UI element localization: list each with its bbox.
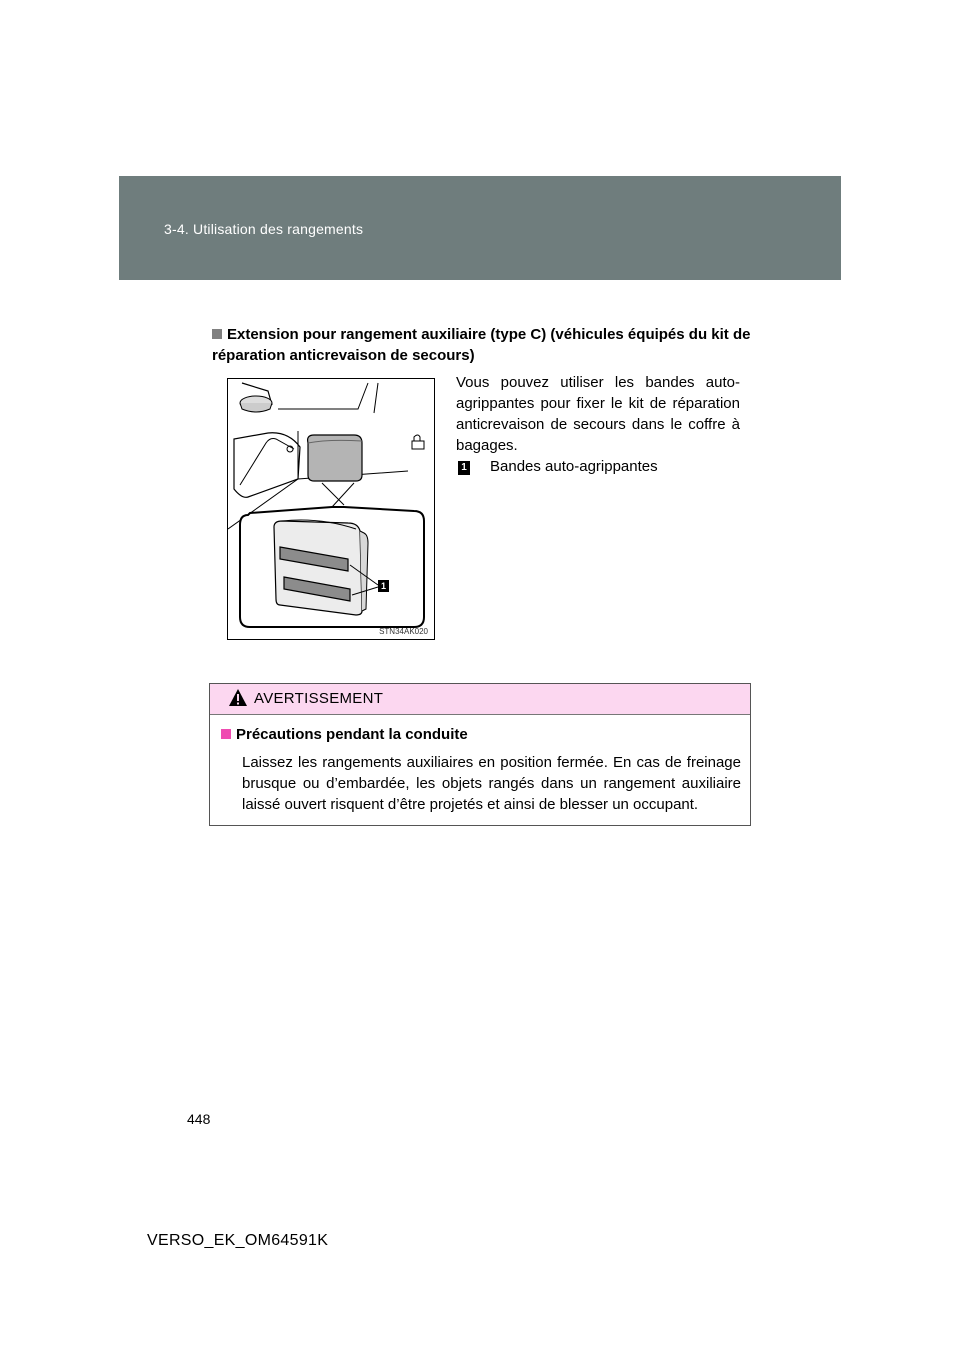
warning-box	[209, 683, 751, 826]
warning-text: Laissez les rangements auxiliaires en position fermée. En cas de freinage brusque ou d’embardée, les objets rangés dans un rangement auxiliaire laissé ouvert risquent d’être projetés et ainsi de blesser un occupant.	[242, 754, 741, 813]
section-title: 3-4. Utilisation des rangements	[164, 221, 364, 237]
legend-label: Bandes auto-agrippantes	[490, 458, 658, 475]
warning-header	[210, 684, 750, 715]
figure-code: STN34AK020	[379, 627, 428, 636]
figure-callout-1: 1	[378, 580, 389, 592]
document-code: VERSO_EK_OM64591K	[147, 1232, 329, 1249]
warning-subheading-text: Précautions pendant la conduite	[236, 726, 468, 743]
square-bullet-icon	[221, 729, 231, 739]
section-heading-text: Extension pour rangement auxiliaire (type C) (véhicules équipés du kit de réparation anticrevaison de secours)	[212, 326, 751, 364]
square-bullet-icon	[212, 329, 222, 339]
warning-subheading	[221, 726, 468, 743]
legend-number: 1	[458, 461, 470, 475]
luggage-area-drawing	[228, 379, 434, 639]
section-heading	[212, 324, 752, 366]
header-band	[119, 176, 841, 280]
illustration	[227, 378, 435, 640]
page-number: 448	[187, 1111, 211, 1127]
warning-title: AVERTISSEMENT	[254, 690, 384, 707]
section-body: Vous pouvez utiliser les bandes auto-agrippantes pour fixer le kit de réparation anticrevaison de secours dans le coffre à bagages.	[456, 374, 740, 454]
warning-triangle-icon	[228, 688, 248, 708]
legend-item	[458, 456, 658, 477]
